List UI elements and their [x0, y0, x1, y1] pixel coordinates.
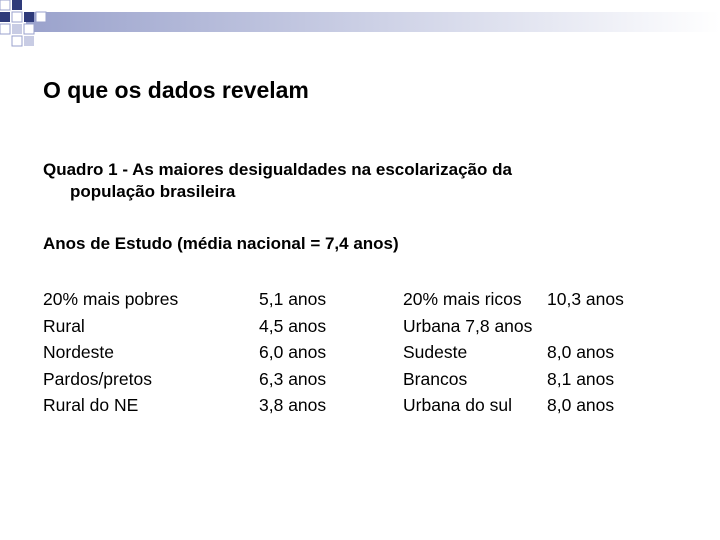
lowest-group-cell: Rural	[43, 315, 85, 336]
deco-square	[12, 12, 22, 22]
deco-square	[0, 12, 10, 22]
deco-square	[0, 24, 10, 34]
lowest-value-cell: 6,3 anos	[259, 368, 327, 389]
caption-line-1: Quadro 1 - As maiores desigualdades na escolarização da	[43, 160, 512, 179]
deco-square	[12, 0, 22, 10]
lowest-values-column	[259, 286, 326, 419]
highest-value-cell: 8,1 anos	[547, 368, 615, 389]
highest-group-cell: Urbana 7,8 anos	[403, 315, 533, 336]
lowest-value-cell: 6,0 anos	[259, 342, 327, 362]
table-subheading: Anos de Estudo (média nacional = 7,4 anos)	[43, 234, 399, 253]
highest-values-column	[547, 286, 624, 419]
table-caption	[43, 159, 643, 203]
lowest-group-cell: Nordeste	[43, 342, 115, 362]
lowest-value-cell: 5,1 anos	[259, 289, 327, 309]
lowest-value-cell: 4,5 anos	[259, 315, 327, 336]
highest-value-cell: 10,3 anos	[547, 289, 624, 309]
lowest-group-cell: Pardos/pretos	[43, 368, 152, 389]
lowest-group-cell: 20% mais pobres	[43, 289, 179, 309]
highest-groups-column	[403, 286, 532, 419]
highest-value-cell	[547, 313, 624, 340]
deco-square	[12, 24, 22, 34]
highest-group-cell: Sudeste	[403, 342, 468, 362]
lowest-group-cell: Rural do NE	[43, 395, 139, 415]
lowest-groups-column	[43, 286, 178, 419]
deco-square	[24, 36, 34, 46]
slide-title: O que os dados revelam	[43, 77, 309, 103]
header-gradient-bar	[26, 12, 720, 32]
deco-square	[24, 12, 34, 22]
deco-square	[36, 12, 46, 22]
lowest-value-cell: 3,8 anos	[259, 395, 327, 415]
decorative-header-squares	[0, 0, 720, 48]
deco-square	[24, 24, 34, 34]
highest-value-cell: 8,0 anos	[547, 342, 615, 362]
highest-group-cell: Brancos	[403, 368, 468, 389]
highest-value-cell: 8,0 anos	[547, 395, 615, 415]
deco-square	[12, 36, 22, 46]
highest-group-cell: 20% mais ricos	[403, 289, 522, 309]
highest-group-cell: Urbana do sul	[403, 395, 512, 415]
deco-square	[0, 0, 10, 10]
caption-line-2: população brasileira	[70, 182, 236, 201]
